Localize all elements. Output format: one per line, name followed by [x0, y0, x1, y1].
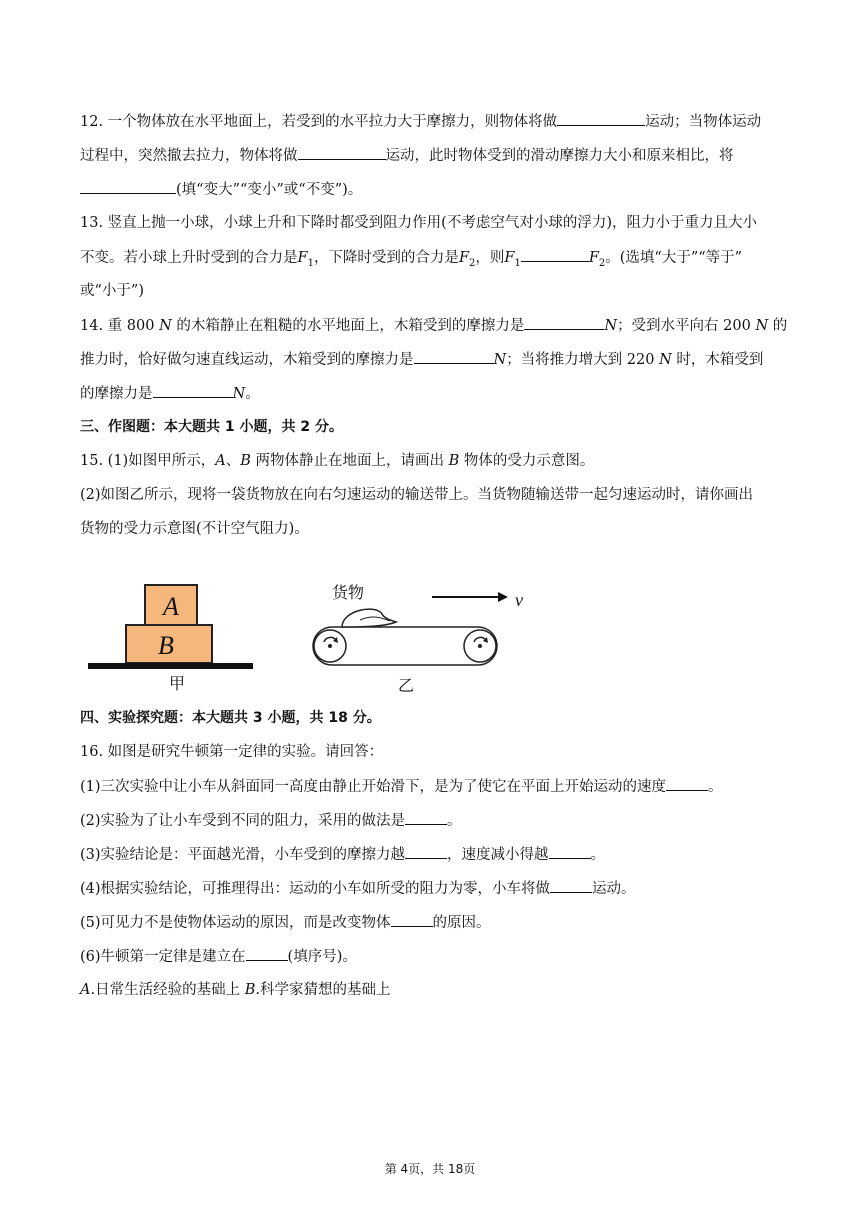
left-roller-axle — [328, 644, 332, 648]
answer-blank[interactable] — [666, 776, 708, 791]
option-a-letter: A — [80, 982, 91, 998]
velocity-arrowhead-icon — [498, 592, 508, 602]
q14-line-1: 14. 重 800 N 的木箱静止在粗糙的水平地面上，木箱受到的摩擦力是 N；受到水平向右 200 N 的 — [80, 315, 787, 336]
answer-blank[interactable] — [524, 315, 604, 330]
velocity-label: v — [515, 590, 523, 610]
q16-part-2: (2)实验为了让小车受到不同的阻力，采用的做法是 。 — [80, 810, 462, 831]
figure-yi — [313, 583, 523, 695]
q16-part-4: (4)根据实验结论，可推理得出：运动的小车如所受的阻力为零，小车将做 运动。 — [80, 878, 636, 899]
q14-line-2: 推力时，恰好做匀速直线运动，木箱受到的摩擦力是 N；当将推力增大到 220 N 时，木箱受到 — [80, 349, 763, 370]
answer-blank[interactable] — [80, 179, 176, 194]
option-b-letter: B — [244, 982, 256, 998]
q16-options — [80, 980, 390, 1000]
answer-blank[interactable] — [557, 111, 645, 126]
answer-blank[interactable] — [521, 247, 589, 262]
option-b: .科学家猜想的基础上 — [255, 982, 391, 998]
answer-blank[interactable] — [153, 383, 233, 398]
answer-blank[interactable] — [414, 349, 494, 364]
block-a-label: A — [163, 592, 179, 621]
page-footer: 第 4页，共 18页 — [384, 1162, 476, 1176]
q12-line-3: (填“变大”“变小”或“不变”)。 — [80, 179, 362, 200]
q16-part-1: (1)三次实验中让小车从斜面同一高度由静止开始滑下，是为了使它在平面上开始运动的速度 。 — [80, 776, 723, 797]
figure-jia-yi — [80, 570, 540, 700]
answer-blank[interactable] — [405, 810, 447, 825]
q12-line-1: 12. 一个物体放在水平地面上，若受到的水平拉力大于摩擦力，则物体将做 运动；当物体运动 — [80, 111, 761, 132]
right-roller-axle — [478, 644, 482, 648]
q13-line-1: 13. 竖直上抛一小球，小球上升和下降时都受到阻力作用(不考虑空气对小球的浮力)，阻力小于重力且大小 — [80, 215, 757, 231]
label-jia: 甲 — [168, 674, 186, 693]
q12-line-2: 过程中，突然撤去拉力，物体将做 运动，此时物体受到的滑动摩擦力大小和原来相比，将 — [80, 145, 734, 166]
q13-line-3: 或“小于”) — [80, 283, 144, 299]
q16-part-6: (6)牛顿第一定律是建立在 (填序号)。 — [80, 946, 357, 967]
q15-line-1: 15. (1)如图甲所示，A、B 两物体静止在地面上，请画出 B 物体的受力示意图。 — [80, 453, 595, 469]
cargo-bag — [342, 609, 396, 627]
q16-part-3: (3)实验结论是：平面越光滑，小车受到的摩擦力越 ，速度减小得越 。 — [80, 844, 605, 865]
figure-jia — [88, 585, 253, 693]
option-a: .日常生活经验的基础上 — [90, 982, 245, 998]
cargo-label: 货物 — [331, 583, 365, 602]
q16-part-5: (5)可见力不是使物体运动的原因，而是改变物体 的原因。 — [80, 912, 491, 933]
answer-blank[interactable] — [405, 844, 447, 859]
section-3-heading: 三、作图题：本大题共 1 小题，共 2 分。 — [80, 419, 343, 435]
q15-line-3: 货物的受力示意图(不计空气阻力)。 — [80, 521, 309, 537]
answer-blank[interactable] — [246, 946, 288, 961]
q15-line-2: (2)如图乙所示，现将一袋货物放在向右匀速运动的输送带上。当货物随输送带一起匀速运动时，请你画出 — [80, 487, 754, 503]
answer-blank[interactable] — [550, 878, 592, 893]
section-4-heading: 四、实验探究题：本大题共 3 小题，共 18 分。 — [80, 710, 381, 726]
q14-line-3: 的摩擦力是 N。 — [80, 383, 260, 404]
q13-line-2: 不变。若小球上升时受到的合力是$F_1$，下降时受到的合力是$F_2$，则$F_1$ $F_2$。(选填“大于”“等于” — [80, 247, 742, 274]
answer-blank[interactable] — [391, 912, 433, 927]
label-yi: 乙 — [397, 676, 415, 695]
ground — [88, 663, 253, 669]
answer-blank[interactable] — [298, 145, 386, 160]
block-b-label: B — [158, 631, 174, 660]
q16-intro: 16. 如图是研究牛顿第一定律的实验。请回答： — [80, 744, 384, 760]
answer-blank[interactable] — [549, 844, 591, 859]
